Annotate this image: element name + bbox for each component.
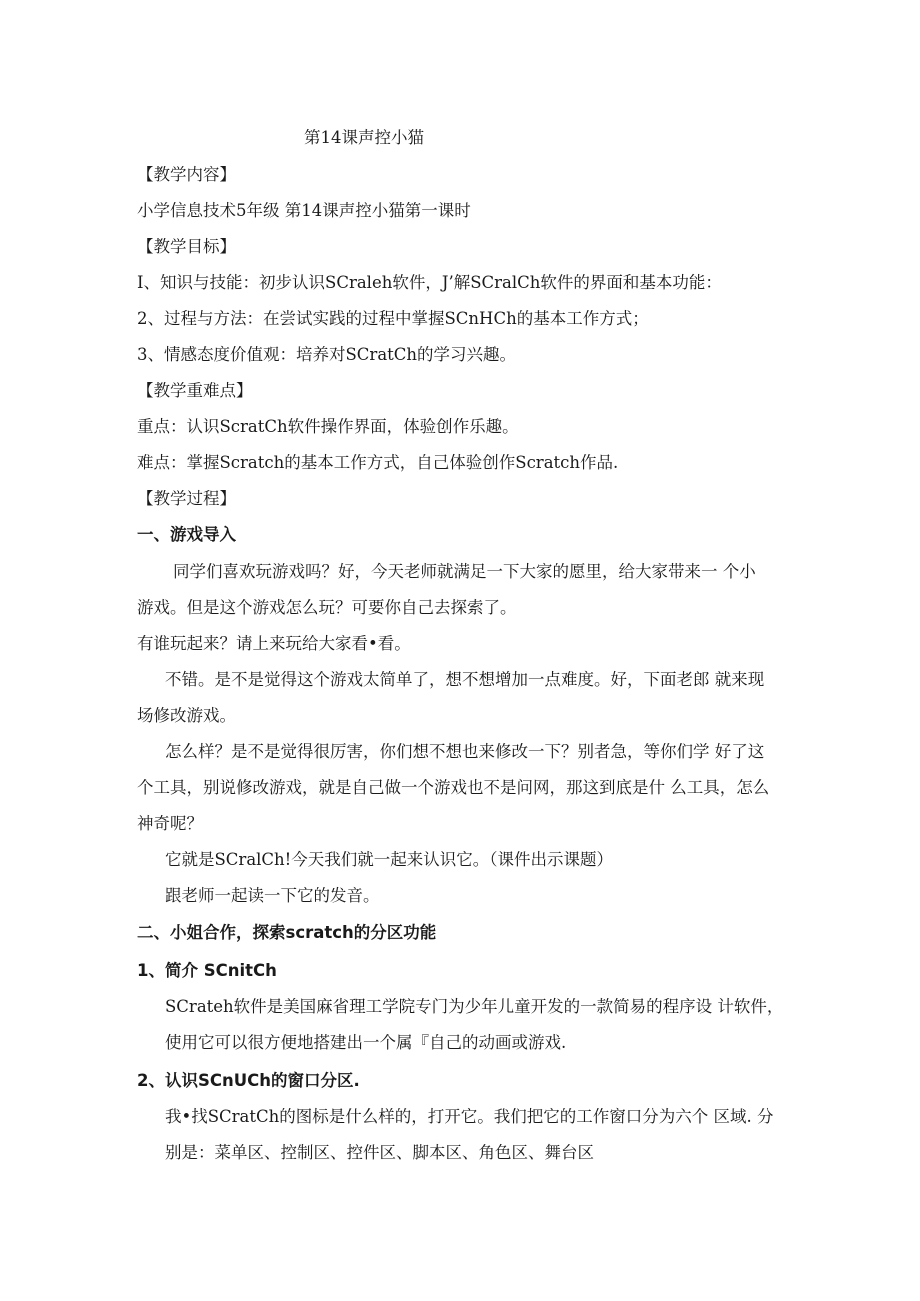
- paragraph-4-line-3: 神奇呢？: [137, 814, 203, 833]
- teaching-content-text: 小学信息技术5年级 第14课声控小猫第一课时: [137, 201, 471, 220]
- goal-attitude-values: 3、情感态度价值观：培养对SCratCh的学习兴趣。: [137, 345, 517, 364]
- paragraph-3-line-2: 场修改游戏。: [137, 706, 236, 725]
- heading-teaching-process: 【教学过程】: [137, 489, 236, 508]
- heading-part-one: 一、游戏导入: [137, 525, 236, 544]
- heading-key-points: 【教学重难点】: [137, 381, 253, 400]
- difficulty-text: 难点：掌握Scratch的基本工作方式，自己体验创作Scratch作品.: [137, 453, 619, 472]
- paragraph-2: 有谁玩起来？请上来玩给大家看•看。: [137, 634, 411, 653]
- goal-process-methods: 2、过程与方法：在尝试实践的过程中掌握SCnHCh的基本工作方式；: [137, 309, 649, 328]
- paragraph-1-line-1: 同学们喜欢玩游戏吗？好，今天老师就满足一下大家的愿里，给大家带来一 个小: [173, 562, 756, 581]
- paragraph-4-line-1: 怎么样？是不是觉得很厉害，你们想不想也来修改一下？别者急，等你们学 好了这: [165, 742, 765, 761]
- window-areas-line-2: 别是：菜单区、控制区、控件区、脚本区、角色区、舞台区: [165, 1143, 594, 1162]
- paragraph-5: 它就是SCralCh!今天我们就一起来认识它。（课件出示课题）: [165, 850, 614, 869]
- paragraph-3-line-1: 不错。是不是觉得这个游戏太简单了，想不想增加一点难度。好，下面老郎 就来现: [165, 670, 765, 689]
- subheading-window-areas: 2、认识SCnUCh的窗口分区.: [137, 1071, 360, 1090]
- key-point-text: 重点：认识ScratCh软件操作界面，体验创作乐趣。: [137, 417, 519, 436]
- heading-teaching-content: 【教学内容】: [137, 165, 236, 184]
- subheading-intro: 1、简介 SCnitCh: [137, 961, 277, 980]
- window-areas-line-1: 我•找SCratCh的图标是什么样的，打开它。我们把它的工作窗口分为六个 区域. 分: [165, 1107, 774, 1126]
- intro-line-1: SCrateh软件是美国麻省理工学院专门为少年儿童开发的一款简易的程序设 计软件，: [165, 997, 784, 1016]
- page-title: 第14课声控小猫: [304, 128, 424, 147]
- heading-part-two: 二、小姐合作，探索scratch的分区功能: [137, 923, 437, 942]
- paragraph-4-line-2: 个工具，别说修改游戏，就是自己做一个游戏也不是问网，那这到底是什 么工具，怎么: [137, 778, 770, 797]
- goal-knowledge-skills: I、知识与技能：初步认识SCraleh软件，J’解SCralCh软件的界面和基本功能：: [137, 273, 722, 292]
- paragraph-1-line-2: 游戏。但是这个游戏怎么玩？可要你自己去探索了。: [137, 598, 517, 617]
- heading-teaching-goals: 【教学目标】: [137, 237, 236, 256]
- intro-line-2: 使用它可以很方便地搭建出一个属『自己的动画或游戏.: [165, 1033, 567, 1052]
- paragraph-6: 跟老师一起读一下它的发音。: [165, 886, 380, 905]
